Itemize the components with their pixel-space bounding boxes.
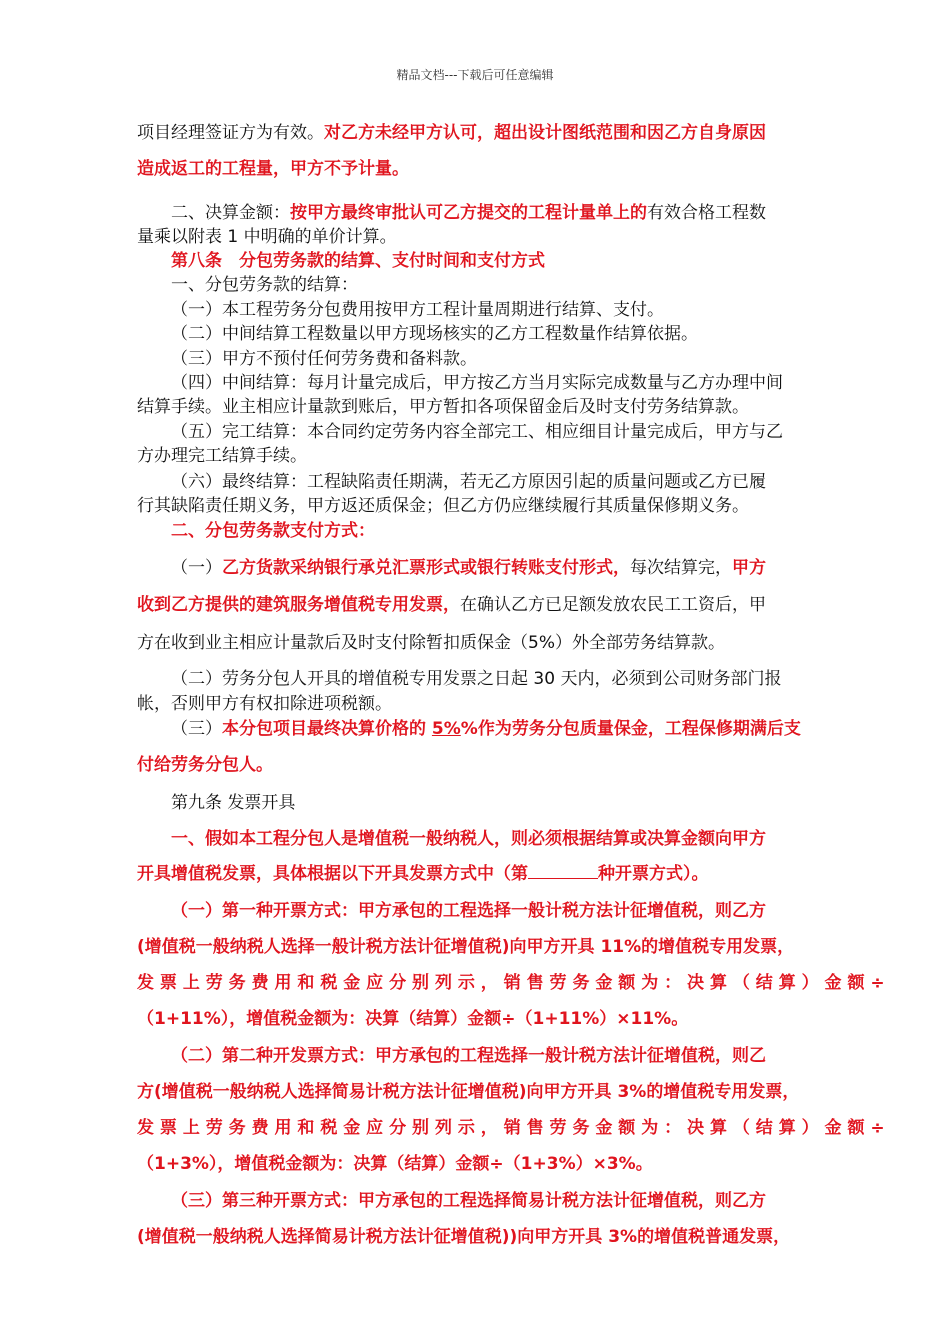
text-segment: （二）中间结算工程数量以甲方现场核实的乙方工程数量作结算依据。 xyxy=(171,324,698,344)
text-line xyxy=(171,270,358,295)
text-segment: 项目经理签证方为有效。 xyxy=(137,123,324,143)
text-line xyxy=(171,246,545,271)
text-line xyxy=(171,1186,766,1211)
text-line xyxy=(171,714,801,739)
text-line xyxy=(137,968,885,993)
text-segment: (增值税一般纳税人选择一般计税方法计征增值税)向甲方开具 11%的增值税专用发票， xyxy=(137,937,795,957)
text-segment: （四）中间结算：每月计量完成后，甲方按乙方当月实际完成数量与乙方办理中间 xyxy=(171,373,783,393)
text-segment: 5% xyxy=(431,719,461,739)
text-segment: 甲方 xyxy=(732,558,766,578)
page-header: 精品文档---下载后可任意编辑 xyxy=(396,68,554,82)
fill-in-blank xyxy=(528,864,598,879)
text-line xyxy=(171,516,375,541)
text-segment: 付给劳务分包人。 xyxy=(137,755,273,775)
text-segment: （三）第三种开票方式：甲方承包的工程选择简易计税方法计征增值税，则乙方 xyxy=(171,1191,766,1211)
text-segment: 开具增值税发票，具体根据以下开具发票方式中（第 xyxy=(137,864,528,884)
text-segment: 一、分包劳务款的结算： xyxy=(171,275,358,295)
text-line xyxy=(171,198,766,223)
text-line xyxy=(137,118,766,143)
text-segment: 二、分包劳务款支付方式： xyxy=(171,521,375,541)
text-segment: 行其缺陷责任期义务，甲方返还质保金；但乙方仍应继续履行其质量保修期义务。 xyxy=(137,496,749,516)
text-segment: （一）第一种开票方式：甲方承包的工程选择一般计税方法计征增值税，则乙方 xyxy=(171,901,766,921)
text-line xyxy=(137,1113,885,1138)
text-segment: 发 票 上 劳 务 费 用 和 税 金 应 分 别 列 示 ， 销 售 劳 务 金 额 为 ： 决 算 （ 结 算 ） 金 额 ÷ xyxy=(137,1118,885,1138)
text-segment: （一） xyxy=(171,558,222,578)
text-line xyxy=(137,1222,790,1247)
text-line xyxy=(137,222,397,247)
text-segment: （一）本工程劳务分包费用按甲方工程计量周期进行结算、支付。 xyxy=(171,300,664,320)
text-line xyxy=(171,896,766,921)
text-line xyxy=(137,392,749,417)
text-segment: 量乘以附表 1 中明确的单价计算。 xyxy=(137,227,397,247)
text-line xyxy=(137,1004,688,1029)
text-line xyxy=(137,689,392,714)
text-line xyxy=(171,344,477,369)
text-segment: 乙方货款采纳银行承兑汇票形式或银行转账支付形式， xyxy=(222,558,630,578)
text-line xyxy=(137,1077,799,1102)
text-line xyxy=(137,932,794,957)
text-segment: 本分包项目最终决算价格的 xyxy=(222,719,432,739)
text-segment: （1+11%），增值税金额为：决算（结算）金额÷（1+11%）×11%。 xyxy=(137,1009,689,1029)
text-line xyxy=(137,154,409,179)
text-line xyxy=(137,441,307,466)
text-segment: 第八条 分包劳务款的结算、支付时间和支付方式 xyxy=(171,251,545,271)
text-line xyxy=(171,1041,766,1066)
text-line xyxy=(137,628,725,653)
text-line xyxy=(171,417,783,442)
text-segment: 有效合格工程数 xyxy=(647,203,766,223)
text-segment: 收到乙方提供的建筑服务增值税专用发票， xyxy=(137,595,460,615)
text-line xyxy=(137,750,273,775)
text-line xyxy=(137,590,766,615)
text-segment: （五）完工结算：本合同约定劳务内容全部完工、相应细目计量完成后，甲方与乙 xyxy=(171,422,783,442)
text-segment: 方在收到业主相应计量款后及时支付除暂扣质保金（5%）外全部劳务结算款。 xyxy=(137,633,725,653)
text-segment: （三）甲方不预付任何劳务费和备料款。 xyxy=(171,349,477,369)
text-line xyxy=(137,1149,653,1174)
text-segment: （二）劳务分包人开具的增值税专用发票之日起 30 天内，必须到公司财务部门报 xyxy=(171,669,782,689)
text-segment: 发 票 上 劳 务 费 用 和 税 金 应 分 别 列 示 ， 销 售 劳 务 金 额 为 ： 决 算 （ 结 算 ） 金 额 ÷ xyxy=(137,973,885,993)
text-segment: （三） xyxy=(171,719,222,739)
text-line xyxy=(171,664,781,689)
text-line xyxy=(137,491,749,516)
text-segment: 方办理完工结算手续。 xyxy=(137,446,307,466)
text-segment: （六）最终结算：工程缺陷责任期满，若无乙方原因引起的质量问题或乙方已履 xyxy=(171,472,766,492)
text-segment: 造成返工的工程量，甲方不予计量。 xyxy=(137,159,409,179)
text-segment: 方(增值税一般纳税人选择简易计税方法计征增值税)向甲方开具 3%的增值税专用发票， xyxy=(137,1082,800,1102)
text-segment: （二）第二种开发票方式：甲方承包的工程选择一般计税方法计征增值税，则乙 xyxy=(171,1046,766,1066)
text-segment: 在确认乙方已足额发放农民工工资后，甲 xyxy=(460,595,766,615)
text-line xyxy=(171,467,766,492)
text-segment: %作为劳务分包质量保金，工程保修期满后支 xyxy=(460,719,801,739)
text-line xyxy=(171,368,783,393)
text-line xyxy=(137,859,709,884)
text-segment: 按甲方最终审批认可乙方提交的工程计量单上的 xyxy=(290,203,647,223)
text-line xyxy=(171,788,295,813)
text-line xyxy=(171,553,766,578)
text-segment: 第九条 发票开具 xyxy=(171,793,296,813)
text-segment: （1+3%），增值税金额为：决算（结算）金额÷（1+3%）×3%。 xyxy=(137,1154,653,1174)
text-segment: 种开票方式）。 xyxy=(598,864,709,884)
text-segment: (增值税一般纳税人选择简易计税方法计征增值税))向甲方开具 3%的增值税普通发票， xyxy=(137,1227,791,1247)
text-line xyxy=(171,824,766,849)
text-segment: 一、假如本工程分包人是增值税一般纳税人，则必须根据结算或决算金额向甲方 xyxy=(171,829,766,849)
text-segment: 对乙方未经甲方认可，超出设计图纸范围和因乙方自身原因 xyxy=(324,123,766,143)
text-segment: 帐，否则甲方有权扣除进项税额。 xyxy=(137,694,392,714)
text-segment: 结算手续。业主相应计量款到账后，甲方暂扣各项保留金后及时支付劳务结算款。 xyxy=(137,397,749,417)
text-segment: 每次结算完， xyxy=(630,558,732,578)
text-segment: 二、决算金额： xyxy=(171,203,290,223)
text-line xyxy=(171,319,698,344)
text-line xyxy=(171,295,664,320)
